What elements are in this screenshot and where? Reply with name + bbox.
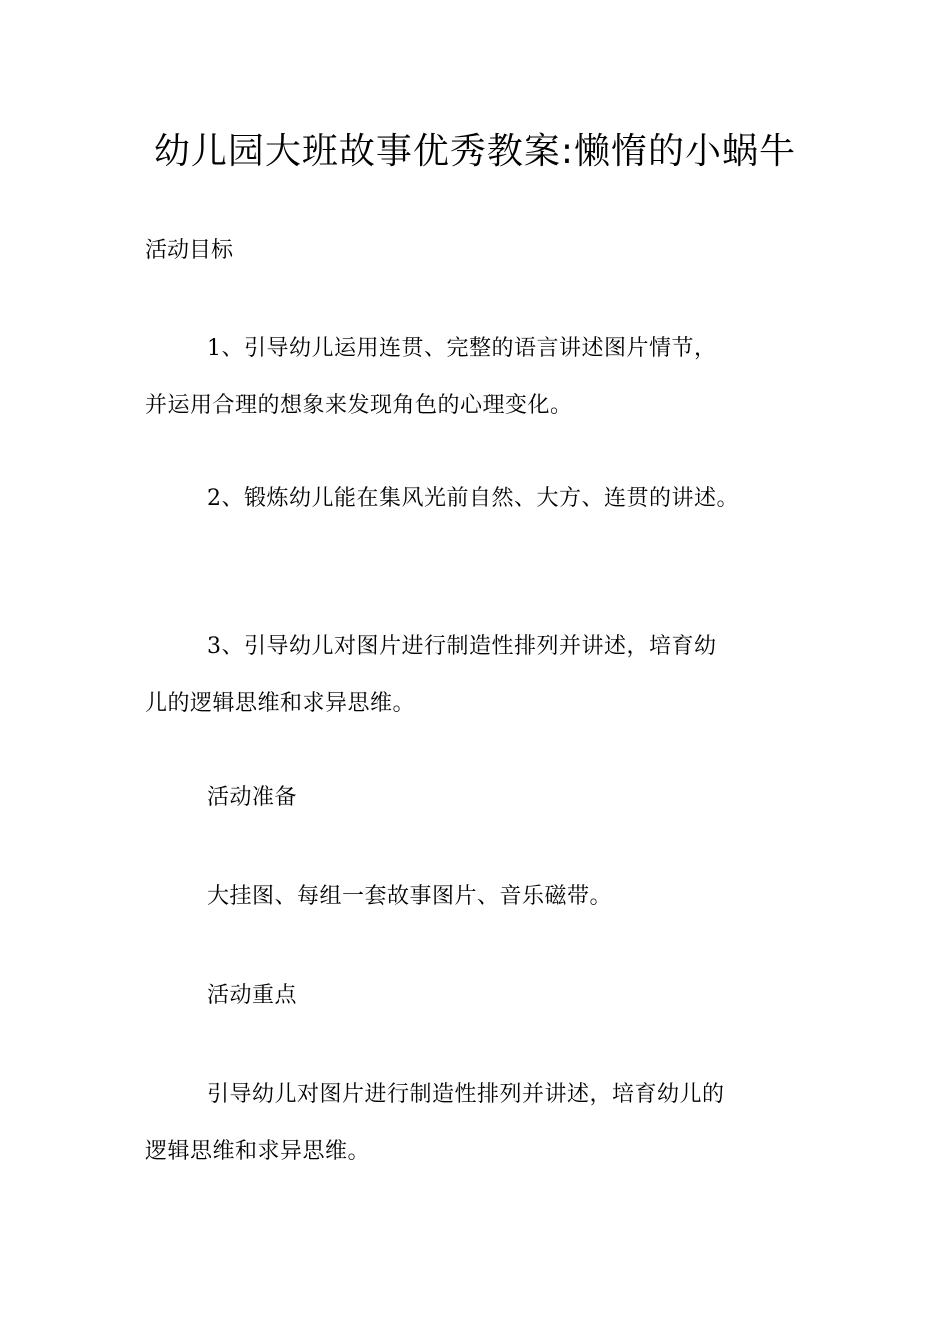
section-heading-focus: 活动重点 [207,983,298,1008]
goal-item-1 [145,320,815,434]
preparation-text: 大挂图、每组一套故事图片、音乐磁带。 [207,884,613,909]
goal-item-2: 2、锻炼幼儿能在集风光前自然、大方、连贯的讲述。 [207,486,739,511]
focus-paragraph-line-2: 逻辑思维和求异思维。 [145,1139,371,1164]
goal-item-3-line-1: 3、引导幼儿对图片进行制造性排列并讲述，培育幼 [207,634,717,659]
section-heading-preparation: 活动准备 [207,785,298,810]
document-title: 幼儿园大班故事优秀教案:懒惰的小蜗牛 [153,131,797,172]
focus-paragraph-line-1: 引导幼儿对图片进行制造性排列并讲述，培育幼儿的 [207,1082,725,1107]
goal-item-3 [145,618,815,732]
section-heading-goals: 活动目标 [145,238,234,263]
goal-item-3-line-2: 儿的逻辑思维和求异思维。 [145,691,416,716]
goal-item-1-line-1: 1、引导幼儿运用连贯、完整的语言讲述图片情节， [207,336,717,361]
focus-paragraph [145,1066,815,1180]
goal-item-1-line-2: 并运用合理的想象来发现角色的心理变化。 [145,393,573,418]
